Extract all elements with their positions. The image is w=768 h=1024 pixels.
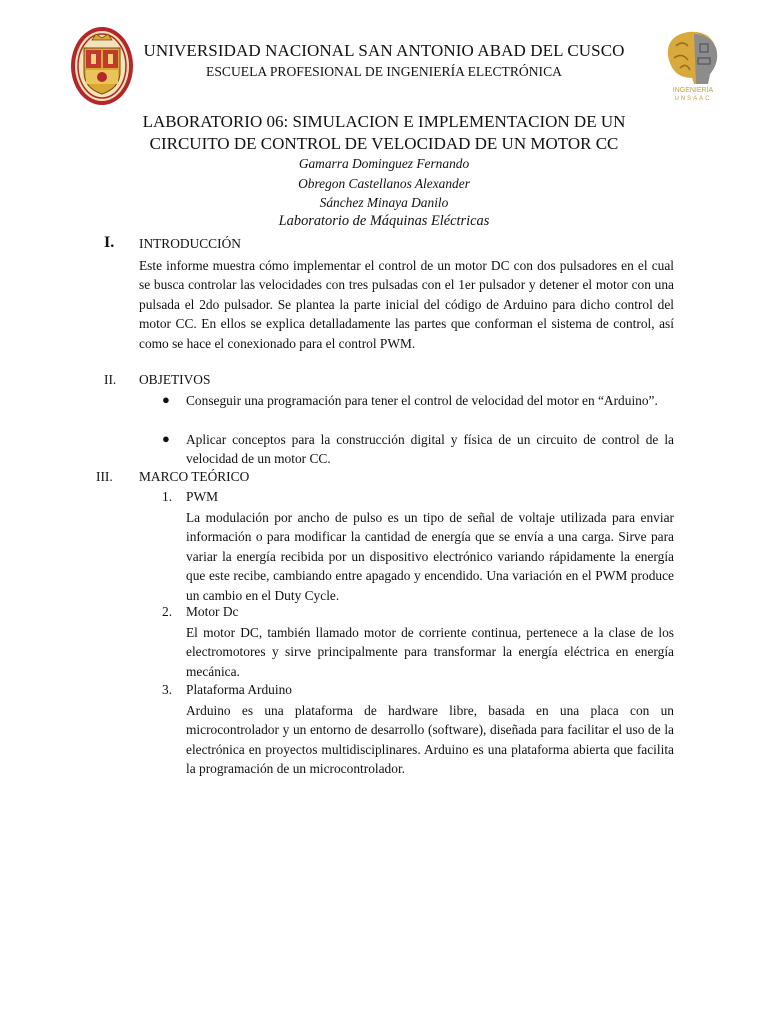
section-2-number: II.	[104, 372, 117, 387]
author-3: Sánchez Minaya Danilo	[319, 195, 449, 210]
theory-item-3-number: 3.	[162, 682, 173, 697]
theory-item-1-title: PWM	[186, 489, 218, 504]
theory-item-2-text: El motor DC, también llamado motor de corriente continua, pertenece a la clase de los electromotores y sirve principalmente para transformar la energía eléctrica en energía mecánica.	[186, 625, 674, 679]
school-name: ESCUELA PROFESIONAL DE INGENIERÍA ELECTRÓNICA	[206, 64, 562, 79]
theory-item-2-title: Motor Dc	[186, 604, 239, 619]
section-2-heading: OBJETIVOS	[139, 372, 211, 387]
course-name: Laboratorio de Máquinas Eléctricas	[278, 213, 490, 229]
title-line-1: LABORATORIO 06: SIMULACION E IMPLEMENTACION DE UN	[142, 112, 626, 131]
university-name: UNIVERSIDAD NACIONAL SAN ANTONIO ABAD DEL CUSCO	[143, 41, 625, 60]
bullet-icon: ●	[162, 392, 170, 407]
author-1: Gamarra Dominguez Fernando	[298, 156, 470, 171]
section-3-number: III.	[96, 469, 113, 484]
right-logo-text-1: INGENIERÍA	[672, 87, 714, 94]
authors-block	[0, 154, 768, 213]
section-3-heading: MARCO TEÓRICO	[139, 469, 250, 484]
objective-item-1: Conseguir una programación para tener el control de velocidad del motor en “Arduino”.	[186, 393, 658, 408]
bullet-icon: ●	[162, 431, 170, 446]
theory-item-1-number: 1.	[162, 489, 173, 504]
objective-item-2: Aplicar conceptos para la construcción digital y física de un circuito de control de la velocidad de un motor CC.	[186, 432, 674, 467]
theory-item-3-text: Arduino es una plataforma de hardware libre, basada en una placa con un microcontrolador y un entorno de desarrollo (software), diseñada para facilitar el uso de la electrónica en proyectos multidisciplinares. Arduino es una plataforma abierta que facilita la programación de un microcontrolador.	[186, 703, 674, 777]
theory-item-2-number: 2.	[162, 604, 173, 619]
theory-item-1-text: La modulación por ancho de pulso es un tipo de señal de voltaje utilizada para enviar información o para modificar la cantidad de energía que se envía a una carga. Sirve para variar la energía recibida por un dispositivo electrónico variando rápidamente la energía que este recibe, cambiando entre apagado y encendido. Una variación en el PWM produce un cambio en el Duty Cycle.	[186, 510, 674, 603]
right-logo-text-2: UNSAAC	[674, 96, 712, 102]
author-2: Obregon Castellanos Alexander	[298, 175, 470, 191]
section-1-number: I.	[104, 234, 115, 251]
intro-paragraph: Este informe muestra cómo implementar el control de un motor DC con dos pulsadores en el cual se busca controlar las velocidades con tres pulsadas con el 1er pulsador y detener el motor con una pulsada el 2do pulsador. Se plantea la parte inicial del código de Arduino para dicho control del motor CC. En ellos se explica detalladamente las partes que conforman el sistema de control, así como se hace el conexionado para el control PWM.	[139, 258, 674, 351]
title-line-2: CIRCUITO DE CONTROL DE VELOCIDAD DE UN MOTOR CC	[149, 134, 619, 153]
document-title	[100, 111, 668, 155]
section-1-heading: INTRODUCCIÓN	[139, 236, 241, 251]
theory-item-3-title: Plataforma Arduino	[186, 682, 292, 697]
